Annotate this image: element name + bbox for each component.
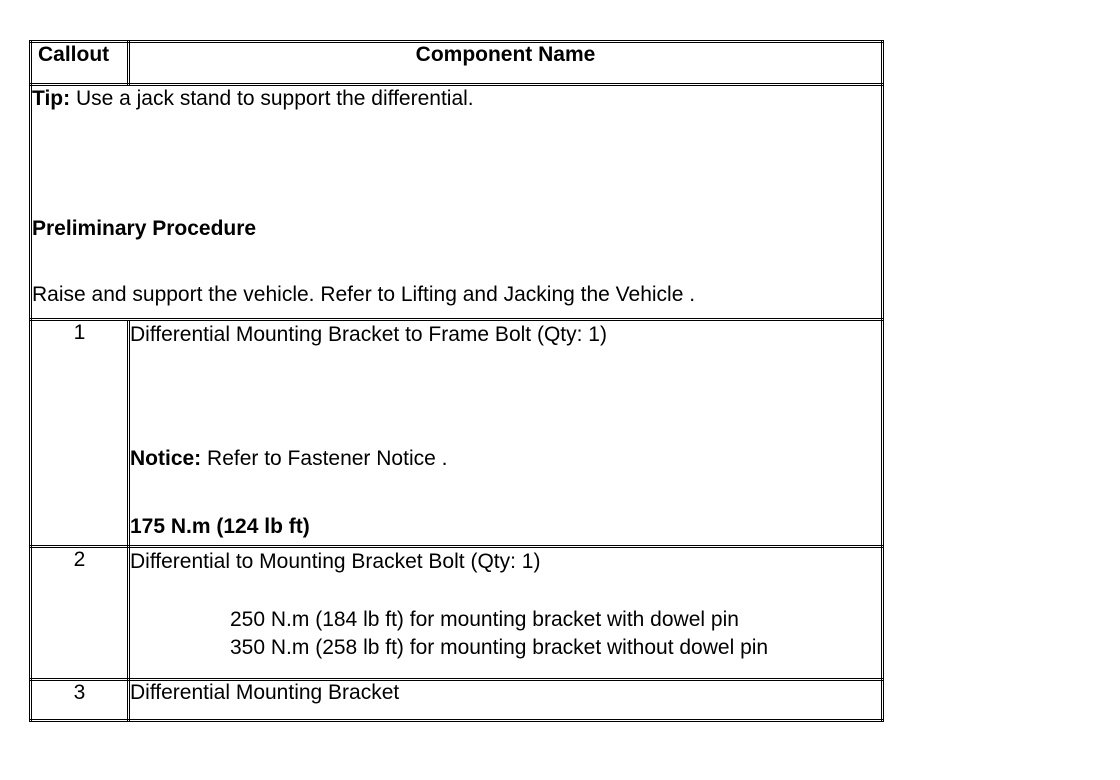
tip-text: Use a jack stand to support the differential. [70,87,474,110]
header-callout: Callout [31,42,129,85]
table-row [31,680,883,721]
callout-number: 3 [31,680,129,721]
table-row [31,547,883,680]
preliminary-procedure-heading: Preliminary Procedure [32,217,257,240]
torque-spec: 175 N.m (124 lb ft) [130,515,310,538]
notice-line [130,445,881,473]
preliminary-procedure-step: Raise and support the vehicle. Refer to Lifting and Jacking the Vehicle . [32,283,696,306]
component-cell [129,320,883,547]
component-name: Differential Mounting Bracket to Frame Bolt (Qty: 1) [130,323,607,346]
intro-row [31,85,883,320]
notice-label: Notice: [130,447,202,470]
header-component-name: Component Name [129,42,883,85]
torque-spec: 350 N.m (258 lb ft) for mounting bracket without dowel pin [230,636,769,659]
tip-line [32,86,881,112]
callout-number: 2 [31,547,129,680]
component-name: Differential Mounting Bracket [129,680,883,721]
notice-text: Refer to Fastener Notice . [201,447,448,470]
component-table [29,40,884,722]
component-cell [129,547,883,680]
component-table-container [29,40,881,722]
intro-cell [31,85,883,320]
torque-spec: 250 N.m (184 lb ft) for mounting bracket with dowel pin [230,608,739,631]
table-row [31,320,883,547]
callout-number: 1 [31,320,129,547]
table-header-row [31,42,883,85]
tip-label: Tip: [32,87,71,110]
component-name: Differential to Mounting Bracket Bolt (Qty: 1) [130,550,541,573]
